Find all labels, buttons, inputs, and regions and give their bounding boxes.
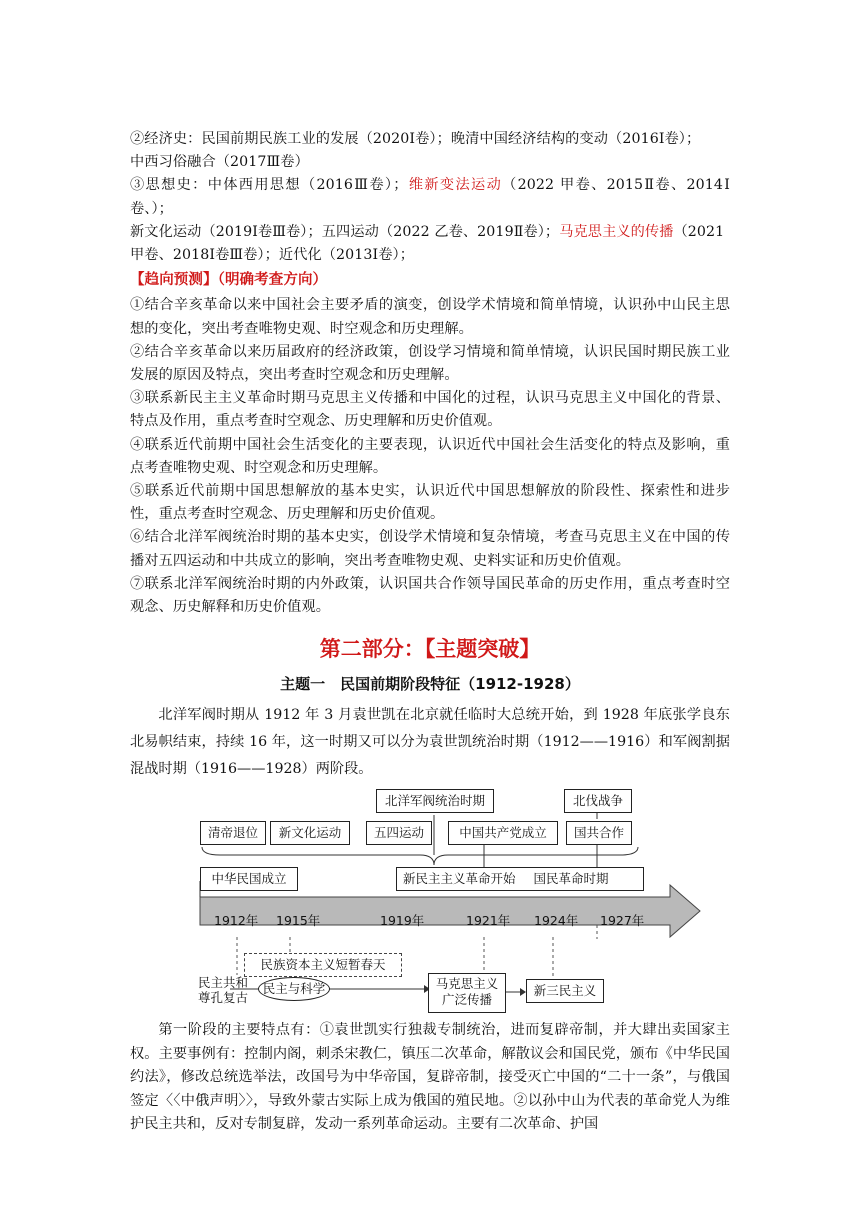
intro-econ [130,128,730,174]
trend-item: ③联系新民主主义革命时期马克思主义传播和中国化的过程，认识马克思主义中国化的背景、特点及作用，重点考查时空观念、历史理解和历史价值观。 [130,390,730,430]
box-xinsanmin: 新三民主义 [526,979,604,1003]
ellipse-minzhu-kexue: 民主与科学 [258,977,330,1001]
box-zhonghua: 中华民国成立 [200,867,298,891]
box-minzu: 民族资本主义短暂春天 [244,953,402,977]
trend-item: ⑥结合北洋军阀统治时期的基本史实，创设学术情境和复杂情境，考查马克思主义在中国的传播对五四运动和中共成立的影响，突出考查唯物史观、史料实证和历史价值观。 [130,529,730,569]
box-qingdi: 清帝退位 [200,821,266,845]
document-page [130,128,730,1137]
paragraph-beiyang: 北洋军阀时期从 1912 年 3 月袁世凯在北京就任临时大总统开始，到 1928 年底张学良东北易帜结束，持续 16 年，这一时期又可以分为袁世凯统治时期（1912——1916）和军阀割据混战时期（1916——1928）两阶段。 [130,707,730,778]
thought-highlight-marxism: 马克思主义的传播 [559,223,674,240]
year-label: 1924年 [534,913,579,929]
box-makesi [428,973,506,1013]
label-minzhu-gonghe [198,975,248,1005]
box-guogong: 国共合作 [566,821,632,845]
thought-text-2: （2022 甲卷、2015Ⅱ卷、2014Ⅰ卷、）； [130,177,730,217]
econ-line-1: ②经济史：民国前期民族工业的发展（2020Ⅰ卷）；晚清中国经济结构的变动（2016Ⅰ卷）； [130,131,701,147]
trend-item: ⑤联系近代前期中国思想解放的基本史实，认识近代中国思想解放的阶段性、探索性和进步性，重点考查时空观念、历史理解和历史价值观。 [130,483,730,523]
trend-item: ⑦联系北洋军阀统治时期的内外政策，认识国共合作领导国民革命的历史作用，重点考查时空观念、历史解释和历史价值观。 [130,575,730,616]
year-label: 1912年 [214,913,259,929]
label-minzhu-b: 尊孔复古 [198,990,249,1006]
label-guomin: 国民革命时期 [533,871,609,887]
part-title: 第二部分：【主题突破】 [319,637,541,662]
label-makesi-a: 马克思主义 [435,976,499,992]
box-xinminzhu [396,867,644,891]
thought-highlight-reform: 维新变法运动 [407,177,503,194]
box-beiyang: 北洋军阀统治时期 [376,789,494,813]
thought-text-5: 甲卷、2018Ⅰ卷Ⅲ卷）；近代化（2013Ⅰ卷）； [130,247,415,264]
year-label: 1927年 [600,913,645,929]
theme-title: 主题一 民国前期阶段特征（1912-1928） [280,675,580,694]
box-beifa: 北伐战争 [564,789,632,813]
thought-text-3: 新文化运动（2019Ⅰ卷Ⅲ卷）；五四运动（2022 乙卷、2019Ⅱ卷）； [130,223,560,240]
trend-heading: 【趋向预测】（明确考查方向） [130,272,328,289]
econ-line-2: 中西习俗融合（2017Ⅲ卷） [130,154,309,171]
trend-item: ①结合辛亥革命以来中国社会主要矛盾的演变，创设学术情境和简单情境，认识孙中山民主思想的变化，突出考查唯物史观、时空观念和历史理解。 [130,297,730,337]
label-minzhu-a: 民主共和 [198,975,249,991]
thought-text-4: （2021 [673,223,725,240]
box-wusi: 五四运动 [366,821,432,845]
box-zhonggong: 中国共产党成立 [448,821,558,845]
timeline-diagram [130,789,730,1015]
thought-text-1: ③思想史：中体西用思想（2016Ⅲ卷）； [130,177,408,194]
trend-item: ②结合辛亥革命以来历届政府的经济政策，创设学习情境和简单情境，认识民国时期民族工业发展的原因及特点，突出考查时空观念和历史理解。 [130,343,730,384]
intro-thought [130,174,730,267]
paragraph-stage-one: 第一阶段的主要特点有：①袁世凯实行独裁专制统治，进而复辟帝制，并大肆出卖国家主权。主要事例有：控制内阁，刺杀宋教仁，镇压二次革命，解散议会和国民党，颁布《中华民国约法》，修改总统选举法，改国号为中华帝国，复辟帝制，接受灭亡中国的“二十一条”，与俄国签定〈〈中俄声明〉〉，导致外蒙古实际上成为俄国的殖民地。②以孙中山为代表的革命党人为维护民主共和，反对专制复辟，发动一系列革命运动。主要有二次革命、护国 [130,1022,730,1133]
year-label: 1915年 [276,913,321,929]
year-label: 1919年 [380,913,425,929]
trend-item: ④联系近代前期中国社会生活变化的主要表现，认识近代中国社会生活变化的特点及影响，重点考查唯物史观、时空观念和历史理解。 [130,436,730,476]
label-xinminzhu: 新民主主义革命开始 [403,871,516,887]
label-makesi-b: 广泛传播 [441,992,492,1008]
year-label: 1921年 [466,913,511,929]
box-xinwenhua: 新文化运动 [270,821,350,845]
